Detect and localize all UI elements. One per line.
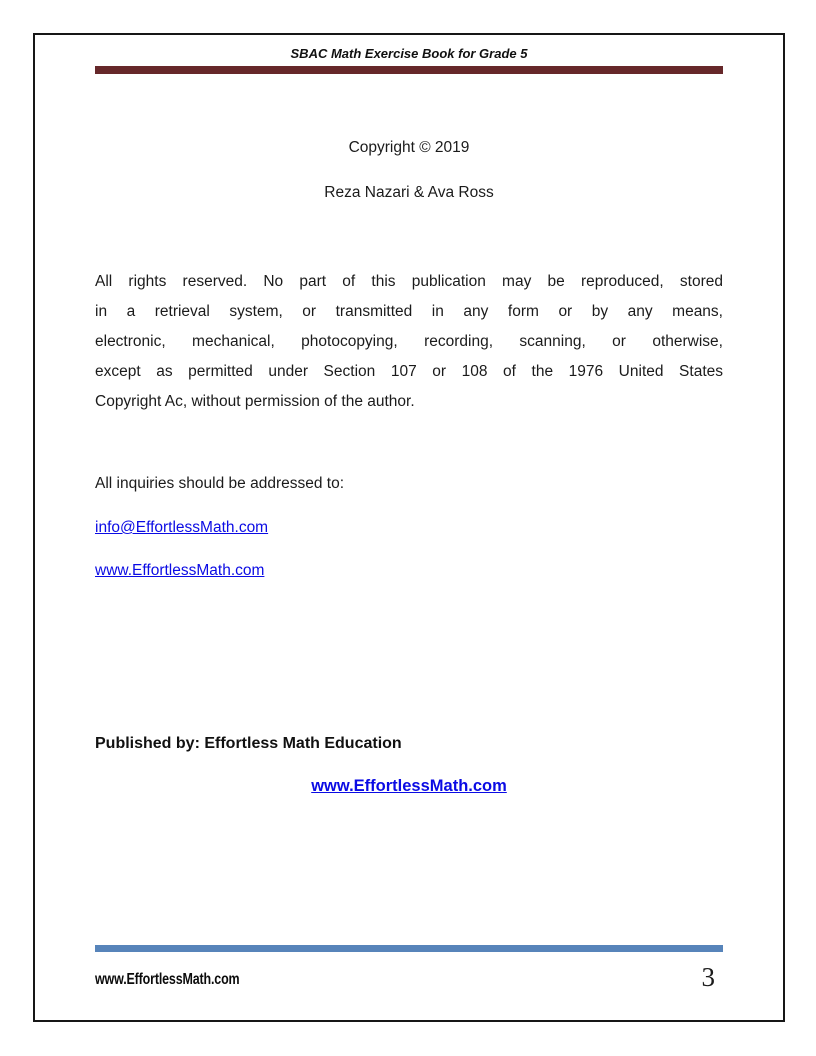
footer-rule — [95, 945, 723, 952]
footer-row — [95, 964, 723, 990]
footer-website-text: www.EffortlessMath.com — [95, 971, 240, 988]
rights-paragraph-line: in a retrieval system, or transmitted in any form or by any means, — [95, 303, 723, 320]
rights-paragraph-line: All rights reserved. No part of this publication may be reproduced, stored — [95, 273, 723, 290]
rights-paragraph — [95, 267, 723, 417]
publisher-website-wrapper — [95, 776, 723, 797]
rights-paragraph-line: except as permitted under Section 107 or 108 of the 1976 United States — [95, 363, 723, 380]
rights-paragraph-line: Copyright Ac, without permission of the author. — [95, 393, 415, 410]
header-rule — [95, 66, 723, 74]
publisher-website-link[interactable]: www.EffortlessMath.com — [311, 777, 507, 795]
email-line-wrapper — [95, 517, 723, 538]
copyright-line: Copyright © 2019 — [348, 139, 470, 156]
page-border-frame — [33, 33, 785, 1022]
website-link[interactable]: www.EffortlessMath.com — [95, 562, 265, 579]
inquiries-line: All inquiries should be addressed to: — [95, 475, 345, 492]
rights-paragraph-line: electronic, mechanical, photocopying, recording, scanning, or otherwise, — [95, 333, 723, 350]
page-footer — [95, 945, 723, 990]
authors-line: Reza Nazari & Ava Ross — [324, 184, 494, 201]
website-line-wrapper — [95, 560, 723, 581]
published-by-line: Published by: Effortless Math Education — [95, 735, 402, 752]
email-link[interactable]: info@EffortlessMath.com — [95, 519, 269, 536]
page-number: 3 — [701, 962, 715, 992]
running-header-title: SBAC Math Exercise Book for Grade 5 — [290, 46, 528, 61]
